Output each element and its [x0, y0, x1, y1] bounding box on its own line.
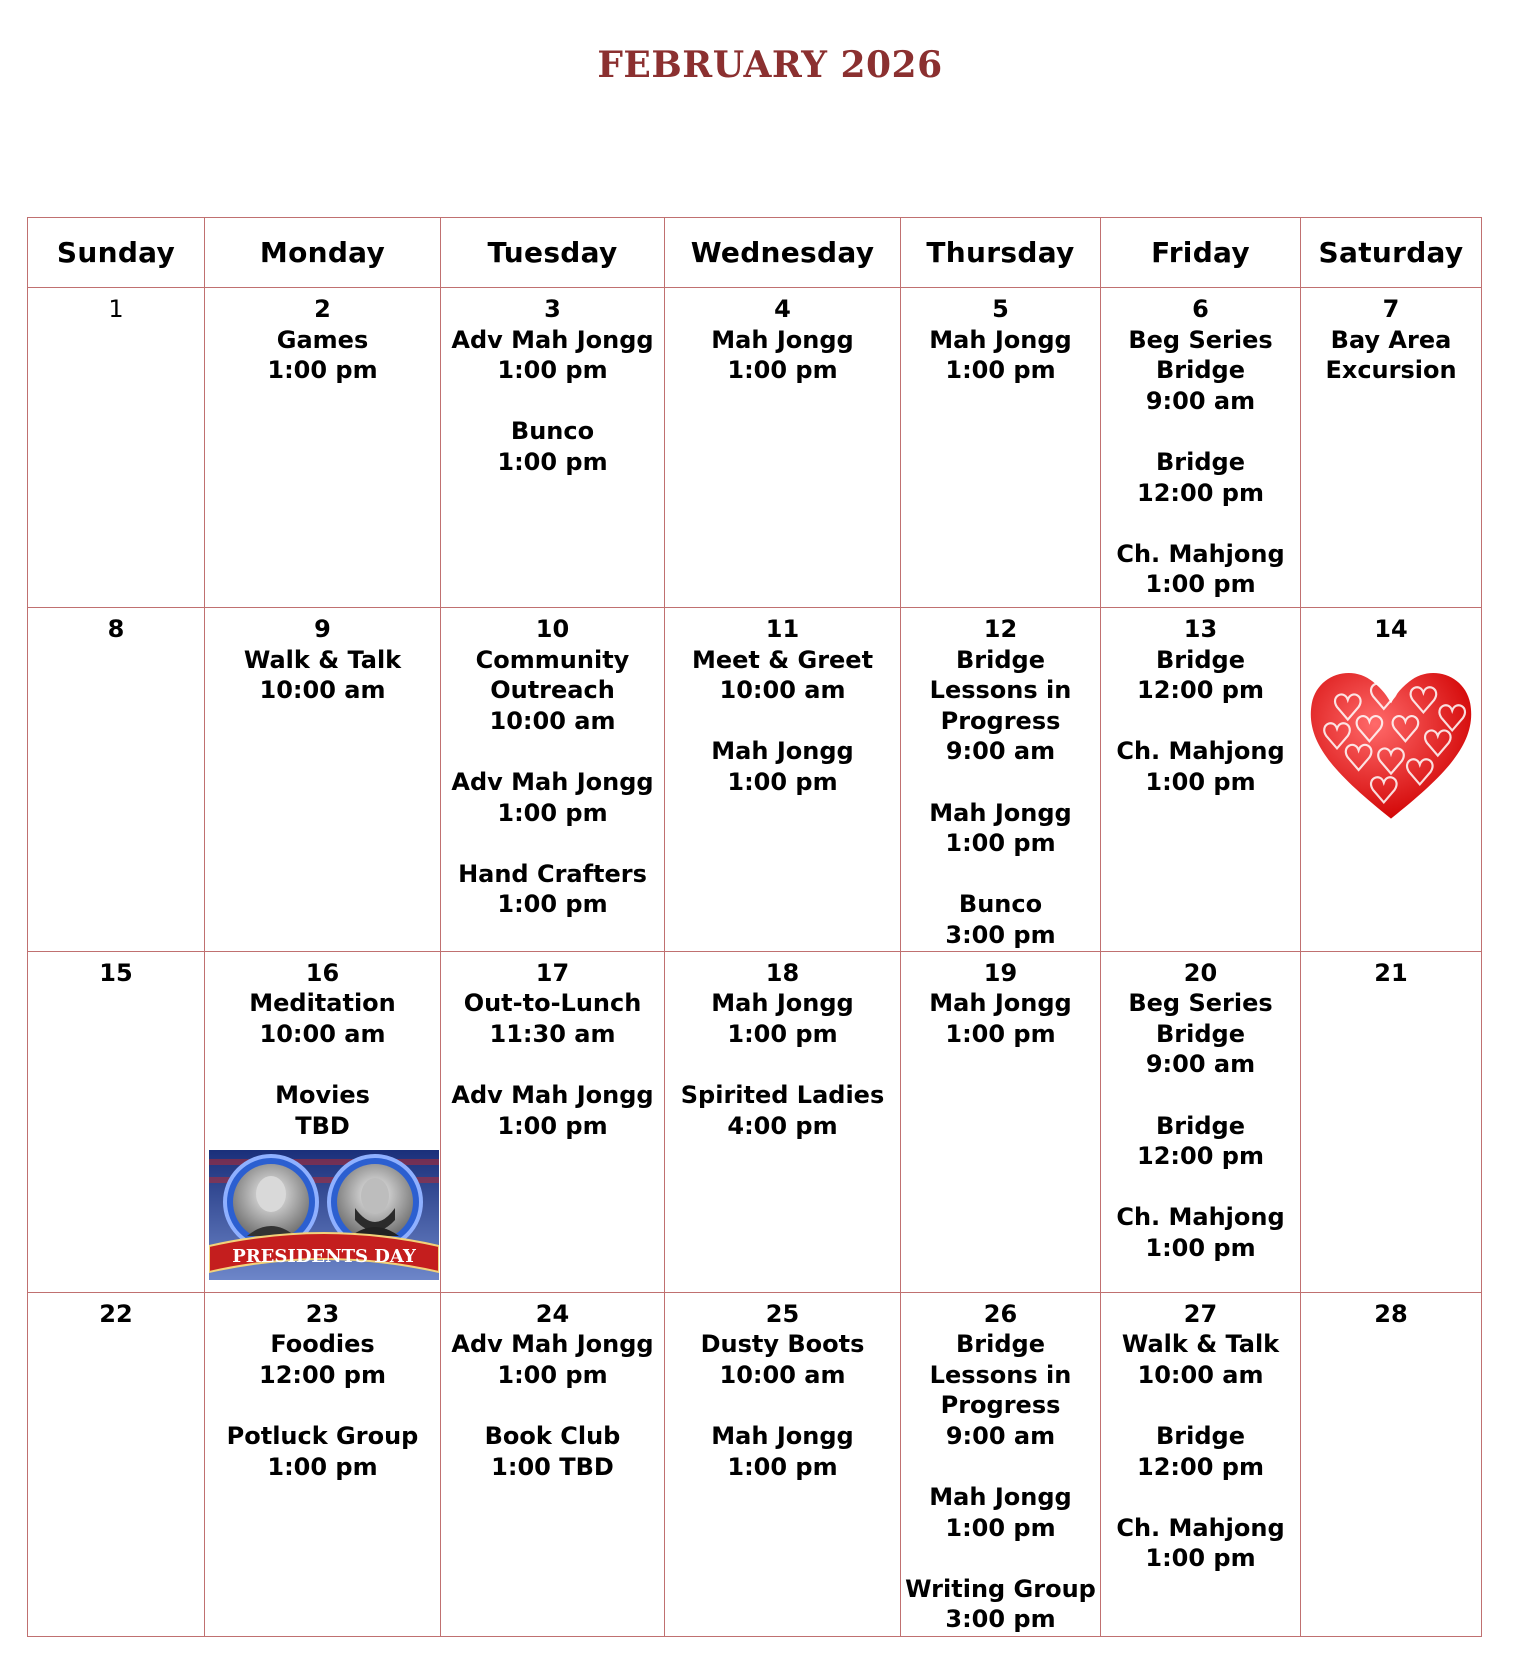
day-cell-content: [1301, 288, 1481, 608]
event-time: 12:00 pm: [1137, 676, 1264, 705]
day-number: 17: [535, 958, 570, 987]
event-name: Meditation: [249, 989, 396, 1018]
event-name: Mah Jongg: [929, 989, 1072, 1018]
event-time: 1:00 pm: [1145, 767, 1256, 796]
event-name: Hand Crafters: [458, 859, 647, 888]
day-cell: [28, 951, 205, 1292]
event-item: [901, 1574, 1100, 1635]
event-item: [1101, 1329, 1300, 1390]
day-number: 9: [314, 615, 331, 643]
event-name: Walk & Talk: [1121, 1330, 1280, 1359]
day-cell: [1101, 1292, 1301, 1636]
event-time: 10:00 am: [1137, 1360, 1264, 1389]
event-item: [901, 645, 1100, 767]
event-name: Adv Mah Jongg: [451, 325, 654, 354]
event-time: 12:00 pm: [259, 1360, 386, 1389]
event-item: [441, 645, 664, 737]
day-number: 14: [1374, 615, 1408, 643]
event-item: [1101, 736, 1300, 797]
event-name: Walk & Talk: [243, 645, 402, 674]
event-name: Spirited Ladies: [680, 1080, 885, 1109]
weekday-saturday: Saturday: [1301, 218, 1482, 288]
day-number: 11: [765, 615, 800, 643]
event-name: Ch. Mahjong: [1116, 737, 1285, 766]
day-cell-content: [1101, 608, 1300, 951]
event-name: Bunco: [958, 890, 1043, 919]
event-name: Adv Mah Jongg: [451, 767, 654, 796]
event-list: [901, 325, 1100, 386]
day-cell: [665, 608, 901, 952]
weekday-sunday: Sunday: [28, 218, 205, 288]
event-name: Potluck Group: [226, 1421, 419, 1450]
event-list: [1101, 1329, 1300, 1574]
event-time: 1:00 pm: [945, 1513, 1056, 1542]
day-number: 4: [774, 295, 791, 323]
day-cell: [205, 288, 441, 608]
day-cell-content: [1101, 1293, 1300, 1637]
day-cell: [441, 951, 665, 1292]
day-number: 18: [765, 958, 800, 987]
event-list: [441, 988, 664, 1141]
event-name: Mah Jongg: [929, 325, 1072, 354]
event-item: [1101, 539, 1300, 600]
weekday-thursday: Thursday: [901, 218, 1101, 288]
event-name: Out-to-Lunch: [463, 989, 642, 1018]
event-item: [901, 1482, 1100, 1543]
event-name: Beg Series Bridge: [1128, 325, 1273, 385]
event-time: 1:00 pm: [497, 356, 608, 385]
event-time: 1:00 pm: [267, 356, 378, 385]
day-cell: [1101, 608, 1301, 952]
event-item: [441, 767, 664, 828]
event-name: Bridge: [1156, 1421, 1245, 1450]
event-time: 1:00 pm: [1145, 1544, 1256, 1573]
event-time: 3:00 pm: [945, 1605, 1056, 1634]
event-name: Meet & Greet: [691, 645, 874, 674]
day-cell-content: [1301, 1293, 1481, 1637]
weekday-header-row: [28, 218, 1482, 288]
event-item: [205, 325, 440, 386]
event-list: [1301, 325, 1481, 386]
event-name: Bridge: [1156, 1111, 1245, 1140]
event-item: [441, 988, 664, 1049]
event-time: 3:00 pm: [945, 920, 1056, 949]
event-name: Bridge Lessons in Progress: [929, 1330, 1072, 1420]
day-cell-content: [901, 952, 1100, 1293]
event-name: Community Outreach: [475, 645, 630, 705]
event-item: [1101, 645, 1300, 706]
weekday-monday: Monday: [205, 218, 441, 288]
day-number: 23: [305, 1299, 340, 1328]
day-cell: [901, 951, 1101, 1292]
weekday-tuesday: Tuesday: [441, 218, 665, 288]
day-cell: [205, 608, 441, 952]
day-number: 16: [305, 958, 340, 987]
event-list: [901, 988, 1100, 1049]
day-number: 7: [1382, 295, 1400, 323]
event-time: 10:00 am: [259, 676, 386, 705]
event-name: Bridge: [1156, 645, 1245, 674]
day-cell-content: [1101, 952, 1300, 1293]
event-item: [441, 416, 664, 477]
event-time: 10:00 am: [489, 706, 616, 735]
event-name: Adv Mah Jongg: [451, 1080, 654, 1109]
presidents-day-banner: [209, 1150, 439, 1280]
day-cell-content: [441, 952, 664, 1293]
event-item: [1101, 1202, 1300, 1263]
weekday-friday: Friday: [1101, 218, 1301, 288]
event-list: [665, 988, 900, 1141]
day-cell: [28, 608, 205, 952]
event-item: [441, 1329, 664, 1390]
day-number: 10: [535, 615, 570, 643]
event-name: Movies: [275, 1080, 370, 1109]
day-cell: [441, 288, 665, 608]
event-item: [665, 645, 900, 706]
event-item: [665, 325, 900, 386]
event-time: 11:30 am: [489, 1019, 616, 1048]
week-row: [28, 608, 1482, 952]
event-item: [901, 988, 1100, 1049]
event-item: [1101, 988, 1300, 1080]
day-cell-content: [901, 1293, 1100, 1637]
event-time: 1:00 pm: [497, 447, 608, 476]
day-number: 12: [983, 615, 1018, 643]
day-cell-content: [1301, 952, 1481, 1293]
event-name: Mah Jongg: [711, 989, 854, 1018]
day-cell-content: [28, 288, 204, 608]
day-cell: [665, 288, 901, 608]
day-cell: [665, 951, 901, 1292]
week-row: [28, 951, 1482, 1292]
event-list: [901, 645, 1100, 951]
presidents-day-label: PRESIDENTS DAY: [232, 1245, 416, 1267]
day-cell-content: [205, 1293, 440, 1637]
event-item: [665, 1080, 900, 1141]
day-cell-content: [441, 608, 664, 951]
event-time: 1:00 pm: [727, 356, 838, 385]
calendar-grid: [27, 217, 1482, 1637]
day-cell: [1301, 608, 1482, 952]
event-item: [665, 988, 900, 1049]
event-list: [1101, 988, 1300, 1263]
day-cell: [205, 951, 441, 1292]
day-cell-content: [665, 1293, 900, 1637]
event-item: [205, 1421, 440, 1482]
event-name: Games: [276, 325, 369, 354]
event-name: Bridge: [1156, 447, 1245, 476]
event-time: 12:00 pm: [1137, 1452, 1264, 1481]
day-number: 20: [1183, 958, 1218, 987]
event-list: [205, 1329, 440, 1482]
event-time: 9:00 am: [1145, 386, 1256, 415]
event-name: Beg Series Bridge: [1128, 989, 1273, 1048]
event-time: 1:00 pm: [267, 1452, 378, 1481]
day-cell: [665, 1292, 901, 1636]
event-list: [441, 1329, 664, 1482]
week-row: [28, 288, 1482, 608]
day-number: 25: [765, 1299, 800, 1328]
event-list: [441, 325, 664, 478]
event-name: Mah Jongg: [929, 798, 1072, 827]
day-number: 19: [983, 958, 1018, 987]
day-cell: [28, 288, 205, 608]
event-item: [901, 798, 1100, 859]
day-number: 3: [544, 295, 561, 323]
event-time: 9:00 am: [945, 737, 1056, 766]
event-time: 1:00 pm: [497, 1360, 608, 1389]
day-number: 28: [1374, 1299, 1408, 1328]
event-time: 1:00 pm: [727, 767, 838, 796]
event-item: [205, 988, 440, 1049]
event-time: 9:00 am: [945, 1421, 1056, 1450]
event-item: [205, 1329, 440, 1390]
event-list: [901, 1329, 1100, 1635]
week-row: [28, 1292, 1482, 1636]
day-cell-content: [205, 952, 440, 1293]
event-item: [1101, 1111, 1300, 1172]
event-item: [901, 1329, 1100, 1451]
day-cell: [28, 1292, 205, 1636]
day-cell: [901, 288, 1101, 608]
day-cell: [901, 608, 1101, 952]
day-number: 24: [535, 1299, 570, 1328]
day-cell-content: [665, 288, 900, 608]
event-name: Mah Jongg: [711, 737, 854, 766]
event-list: [1101, 325, 1300, 600]
event-list: [1101, 645, 1300, 798]
event-time: 1:00 pm: [497, 798, 608, 827]
event-list: [665, 1329, 900, 1482]
event-item: [901, 889, 1100, 950]
event-name: Mah Jongg: [711, 1421, 854, 1450]
day-number: 6: [1192, 295, 1209, 323]
event-item: [1101, 1513, 1300, 1574]
day-cell: [1301, 1292, 1482, 1636]
event-time: 1:00 pm: [727, 1452, 838, 1481]
event-time: 10:00 am: [259, 1019, 386, 1048]
day-number: 5: [992, 295, 1009, 323]
day-number: 2: [314, 295, 331, 323]
event-list: [205, 988, 440, 1141]
event-time: 1:00 pm: [945, 356, 1056, 385]
day-number: 27: [1183, 1299, 1218, 1328]
event-time: 1:00 pm: [945, 829, 1056, 858]
event-time: 1:00 TBD: [491, 1452, 614, 1481]
event-time: 1:00 pm: [1145, 1233, 1256, 1262]
day-cell-content: [28, 1293, 204, 1637]
day-cell-content: [205, 608, 440, 951]
event-item: [901, 325, 1100, 386]
day-cell-content: [28, 952, 204, 1293]
event-item: [441, 325, 664, 386]
event-name: Mah Jongg: [711, 325, 854, 354]
event-item: [1101, 1421, 1300, 1482]
page-title: FEBRUARY 2026: [597, 44, 943, 86]
day-cell-content: [28, 608, 204, 951]
day-cell: [441, 608, 665, 952]
event-name: Mah Jongg: [929, 1483, 1072, 1512]
event-name: Writing Group: [905, 1574, 1096, 1603]
event-item: [665, 1329, 900, 1390]
event-name: Foodies: [270, 1330, 375, 1359]
day-cell-content: [1301, 608, 1481, 951]
event-time: TBD: [295, 1111, 350, 1140]
event-item: [665, 1421, 900, 1482]
event-time: 1:00 pm: [1145, 570, 1256, 599]
weekday-wednesday: Wednesday: [665, 218, 901, 288]
event-item: [441, 1421, 664, 1482]
day-number: 8: [107, 615, 125, 643]
day-cell: [1101, 288, 1301, 608]
event-time: 12:00 pm: [1137, 478, 1264, 507]
event-item: [1101, 325, 1300, 417]
day-cell-content: [441, 288, 664, 608]
event-name: Bay Area Excursion: [1325, 325, 1457, 385]
event-item: [441, 859, 664, 920]
event-time: 1:00 pm: [727, 1019, 838, 1048]
event-item: [1101, 447, 1300, 508]
event-list: [205, 325, 440, 386]
event-item: [665, 736, 900, 797]
event-item: [205, 645, 440, 706]
day-cell-content: [1101, 288, 1300, 608]
day-number: 21: [1374, 958, 1408, 987]
day-cell: [441, 1292, 665, 1636]
day-cell-content: [901, 608, 1100, 951]
day-cell: [1301, 288, 1482, 608]
day-cell: [901, 1292, 1101, 1636]
event-list: [665, 325, 900, 386]
day-number: 13: [1183, 615, 1218, 643]
day-cell: [205, 1292, 441, 1636]
event-name: Ch. Mahjong: [1116, 1203, 1285, 1232]
event-item: [1301, 325, 1481, 386]
day-cell-content: [665, 952, 900, 1293]
event-time: 10:00 am: [719, 676, 846, 705]
event-time: 9:00 am: [1145, 1050, 1256, 1079]
day-number: 15: [99, 958, 133, 987]
event-item: [441, 1080, 664, 1141]
event-name: Book Club: [484, 1421, 621, 1450]
event-name: Adv Mah Jongg: [451, 1330, 654, 1359]
day-cell-content: [205, 288, 440, 608]
day-number: 1: [108, 295, 124, 323]
event-name: Dusty Boots: [700, 1330, 865, 1359]
event-list: [205, 645, 440, 706]
day-number: 26: [983, 1299, 1018, 1328]
event-name: Bridge Lessons in Progress: [929, 645, 1072, 735]
event-item: [205, 1080, 440, 1141]
day-cell: [1301, 951, 1482, 1292]
event-time: 4:00 pm: [727, 1111, 838, 1140]
heart-icon: [1301, 653, 1481, 833]
event-time: 1:00 pm: [497, 890, 608, 919]
day-cell: [1101, 951, 1301, 1292]
day-number: 22: [99, 1299, 133, 1328]
event-name: Bunco: [510, 417, 595, 446]
event-name: Ch. Mahjong: [1116, 1513, 1285, 1542]
event-list: [665, 645, 900, 798]
event-list: [441, 645, 664, 920]
event-name: Ch. Mahjong: [1116, 539, 1285, 568]
day-cell-content: [901, 288, 1100, 608]
day-cell-content: [665, 608, 900, 951]
event-time: 10:00 am: [719, 1360, 846, 1389]
event-time: 12:00 pm: [1137, 1142, 1264, 1171]
event-time: 1:00 pm: [945, 1019, 1056, 1048]
event-time: 1:00 pm: [497, 1111, 608, 1140]
day-cell-content: [441, 1293, 664, 1637]
